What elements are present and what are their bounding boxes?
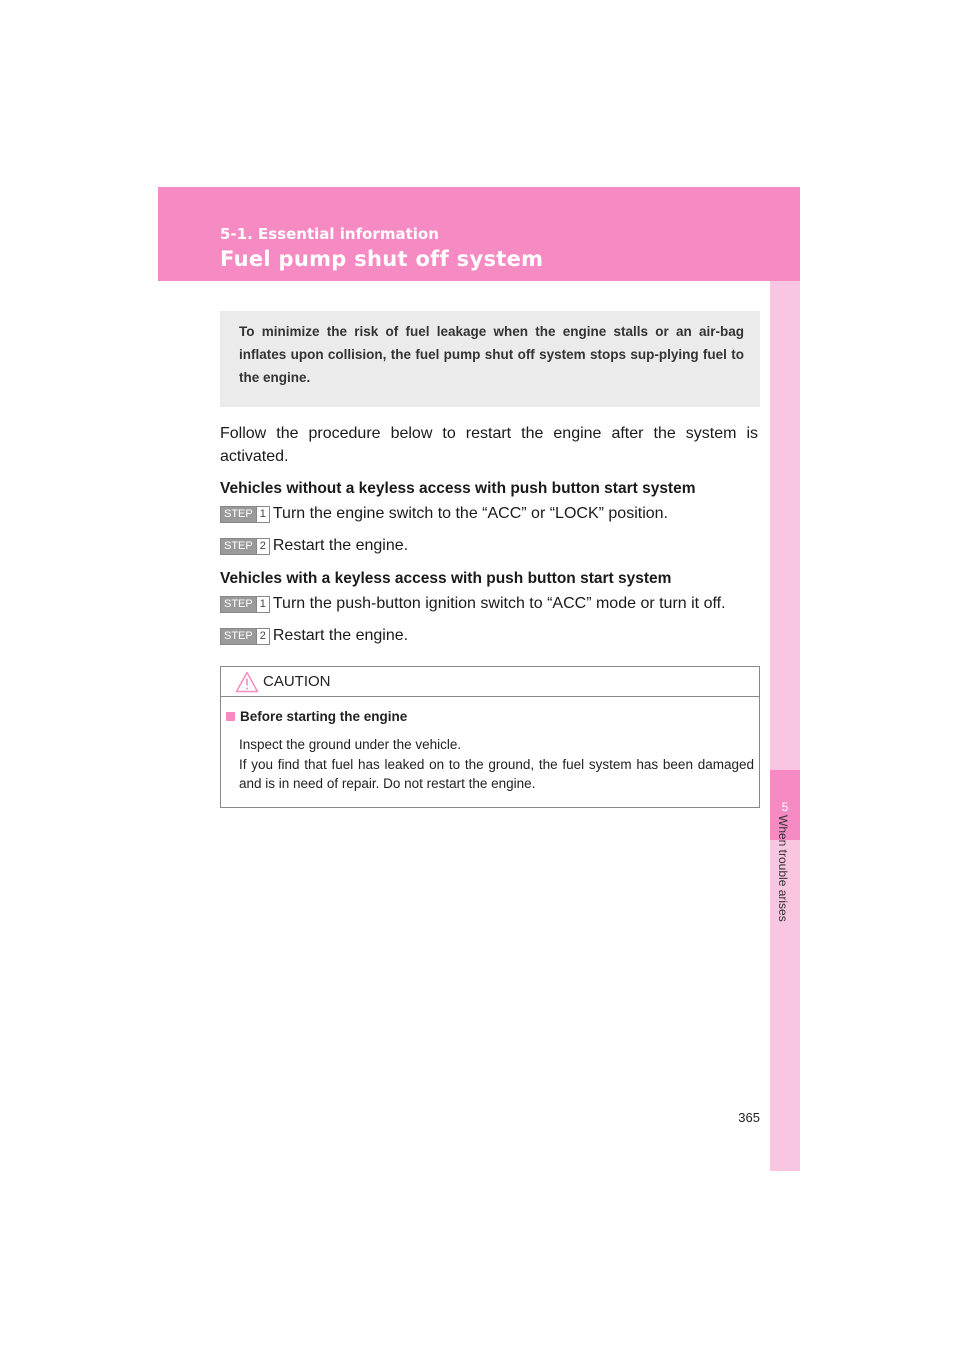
group-heading-without-keyless: Vehicles without a keyless access with push button start system [220,480,696,497]
step-badge [220,596,270,613]
step-badge [220,538,270,555]
page-number: 365 [738,1110,760,1125]
caution-body [239,735,754,794]
caution-title: CAUTION [263,673,331,690]
caution-box [220,666,760,808]
intro-box [220,311,760,407]
step-item [220,595,726,613]
step-badge-label: STEP [221,597,256,612]
page-title: Fuel pump shut off system [220,247,544,271]
step-text: Restart the engine. [272,537,409,554]
intro-text: To minimize the risk of fuel leakage when the engine stalls or an air-bag inflates upon collision, the fuel pump shut off system stops sup-plying fuel to the engine. [239,324,744,385]
body-paragraph: Follow the procedure below to restart the engine after the system is activated. [220,425,758,465]
chapter-header [158,187,800,281]
step-item [220,627,408,645]
step-badge-number: 1 [256,507,269,522]
warning-triangle-icon [235,671,259,693]
step-badge [220,628,270,645]
step-item [220,505,668,523]
caution-line: Inspect the ground under the vehicle. [239,737,462,752]
caution-header [221,667,759,697]
group-heading-with-keyless: Vehicles with a keyless access with push button start system [220,570,672,587]
caution-subheading-text: Before starting the engine [240,709,408,724]
step-item [220,537,408,555]
chapter-tab-label: When trouble arises [776,815,790,922]
step-badge-number: 2 [256,629,269,644]
step-badge-number: 2 [256,539,269,554]
step-badge-label: STEP [221,629,256,644]
step-text: Turn the engine switch to the “ACC” or “LOCK” position. [272,505,668,522]
caution-line: If you find that fuel has leaked on to the ground, the fuel system has been damaged and is in need of repair. Do not restart the engine. [239,756,754,791]
step-badge-number: 1 [256,597,269,612]
square-bullet-icon [226,712,235,721]
step-badge-label: STEP [221,539,256,554]
step-text: Restart the engine. [272,627,409,644]
side-strip [770,281,800,1171]
caution-subheading [226,709,407,724]
section-label: 5-1. Essential information [220,225,439,243]
step-badge [220,506,270,523]
chapter-tab-number: 5 [781,800,789,814]
step-text: Turn the push-button ignition switch to “ACC” mode or turn it off. [272,595,726,612]
step-badge-label: STEP [221,507,256,522]
